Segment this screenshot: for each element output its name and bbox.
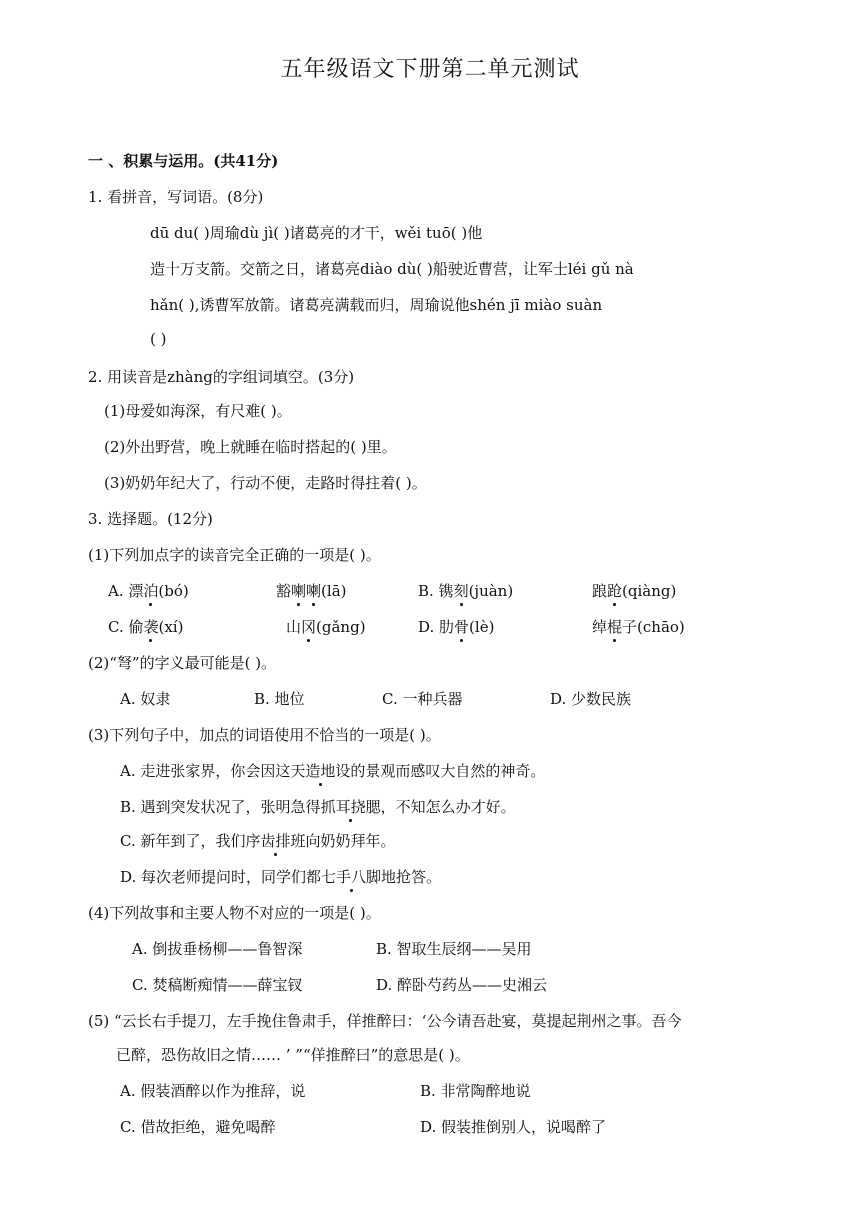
page-title: 五年级语文下册第二单元测试 <box>280 57 580 82</box>
option-a-1: A. 漂泊(bó) <box>108 582 189 600</box>
option-d: D. 少数民族 <box>550 690 632 708</box>
question-2-item-2: (2)外出野营，晚上就睡在临时搭起的( )里。 <box>104 438 397 456</box>
question-2-item-1: (1)母爱如海深，有尺难( )。 <box>104 402 292 420</box>
question-3-5-stem-line-1: (5) “云长右手提刀，左手挽住鲁肃手，佯推醉曰：‘公今请吾赴宴，莫提起荆州之事。吾今 <box>88 1012 682 1030</box>
option-b: B. 地位 <box>254 690 305 708</box>
question-1-line-4: ( ) <box>150 330 167 348</box>
option-b-1: B. 镌刻(juàn) <box>418 582 514 600</box>
question-1-stem: 1. 看拼音，写词语。(8分) <box>88 188 264 206</box>
option-c-1: C. 偷袭(xí) <box>108 618 184 636</box>
option-a: A. 倒拔垂杨柳——鲁智深 <box>132 940 303 958</box>
dotted-word: 天造地设 <box>290 762 351 780</box>
option-b: B. 遇到突发状况了，张明急得抓耳挠腮，不知怎么办才好。 <box>120 798 516 816</box>
question-3-stem: 3. 选择题。(12分) <box>88 510 213 528</box>
question-3-2-stem: (2)“弩”的字义最可能是( )。 <box>88 654 277 672</box>
question-3-5-stem-line-2: 已醉，恐伤故旧之情…… ’ ”“佯推醉曰”的意思是( )。 <box>116 1046 470 1064</box>
option-a: A. 奴隶 <box>120 690 171 708</box>
option-a: A. 假装酒醉以作为推辞，说 <box>120 1082 306 1100</box>
section-heading: 一 、积累与运用。(共41分) <box>88 152 279 170</box>
option-c: C. 新年到了，我们序齿排班向奶奶拜年。 <box>120 832 396 850</box>
option-d: D. 醉卧芍药丛——史湘云 <box>376 976 548 994</box>
option-d-1: D. 肋骨(lè) <box>418 618 495 636</box>
option-d: D. 假装推倒别人，说喝醉了 <box>420 1118 607 1136</box>
question-3-1-stem: (1)下列加点字的读音完全正确的一项是( )。 <box>88 546 381 564</box>
option-b: B. 智取生辰纲——吴用 <box>376 940 532 958</box>
option-d: D. 每次老师提问时，同学们都七手八脚地抢答。 <box>120 868 442 886</box>
option-c: C. 一种兵器 <box>382 690 463 708</box>
question-2-stem: 2. 用读音是zhàng的字组词填空。(3分) <box>88 368 355 386</box>
option-c: C. 借故拒绝，避免喝醉 <box>120 1118 276 1136</box>
option-b-2: 踉跄(qiàng) <box>592 582 677 600</box>
option-b: B. 非常陶醉地说 <box>420 1082 531 1100</box>
option-a: A. 走进张家界，你会因这天造地设的景观而感叹大自然的神奇。 <box>120 762 546 780</box>
option-c-2: 山冈(gǎng) <box>286 618 366 636</box>
question-1-line-3: hǎn( ),诱曹军放箭。诸葛亮满载而归，周瑜说他shén jī miào suàn <box>150 296 603 314</box>
question-3-3-stem: (3)下列句子中，加点的词语使用不恰当的一项是( )。 <box>88 726 441 744</box>
question-3-4-stem: (4)下列故事和主要人物不对应的一项是( )。 <box>88 904 381 922</box>
option-c: C. 焚稿断痴情——薛宝钗 <box>132 976 303 994</box>
question-1-line-2: 造十万支箭。交箭之日，诸葛亮diào dù( )船驶近曹营，让军士léi gǔ nà <box>150 260 634 278</box>
option-a-2: 豁喇喇(lā) <box>276 582 347 600</box>
option-d-2: 绰棍子(chāo) <box>592 618 685 636</box>
question-2-item-3: (3)奶奶年纪大了，行动不便，走路时得拄着( )。 <box>104 474 427 492</box>
question-1-line-1: dū du( )周瑜dù jì( )诸葛亮的才干，wěi tuō( )他 <box>150 224 483 242</box>
